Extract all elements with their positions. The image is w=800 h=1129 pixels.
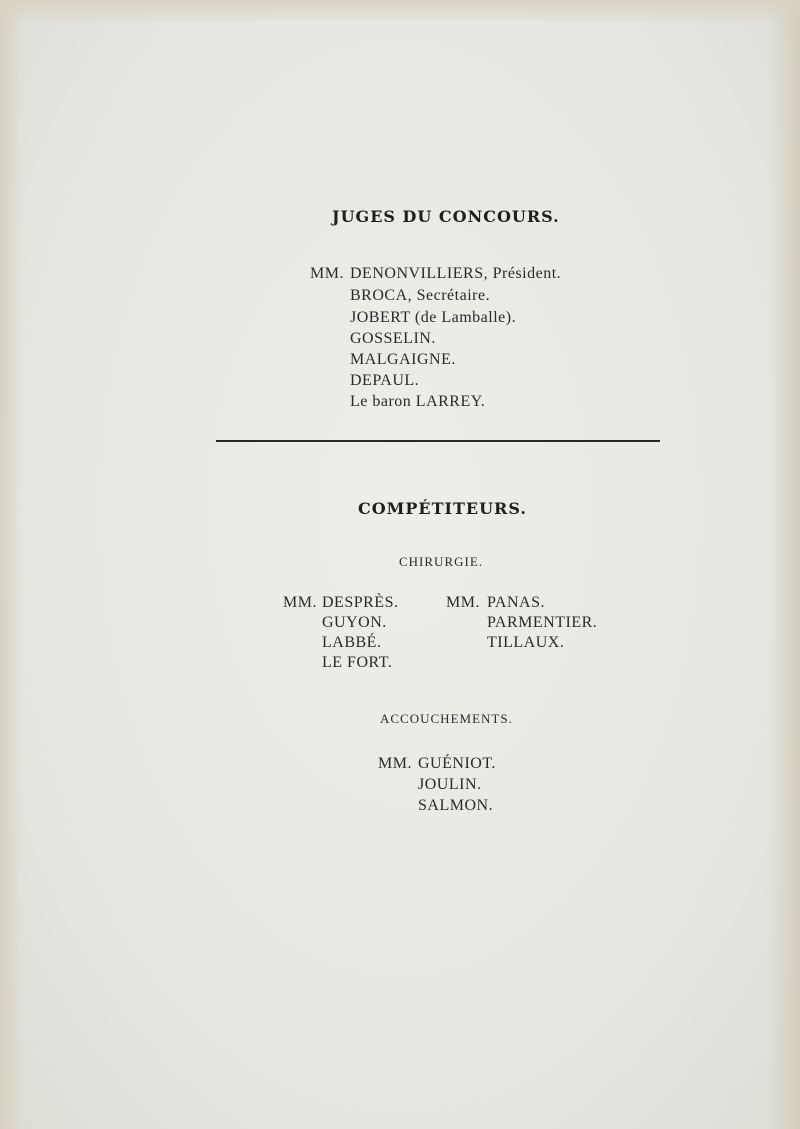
divider-rule (216, 440, 660, 442)
judge-line: DENONVILLIERS, Président. (350, 265, 562, 282)
judge-line: BROCA, Secrétaire. (350, 287, 491, 304)
competitor-name: LABBÉ. (322, 634, 382, 651)
judge-line: MALGAIGNE. (350, 351, 456, 368)
chirurgie-right-prefix: MM. (446, 594, 480, 611)
judges-heading: JUGES DU CONCOURS. (332, 207, 560, 226)
judge-line: JOBERT (de Lamballe). (350, 309, 517, 326)
competitor-name: PARMENTIER. (487, 614, 598, 631)
judge-line: GOSSELIN. (350, 330, 436, 347)
page-edge-right (770, 0, 800, 1129)
page-edge-left (0, 0, 22, 1129)
accouchements-label: ACCOUCHEMENTS. (380, 711, 513, 726)
page-edge-top (0, 0, 800, 24)
chirurgie-label: CHIRURGIE. (399, 554, 484, 569)
competitor-name: PANAS. (487, 594, 545, 611)
competitor-name: TILLAUX. (487, 634, 565, 651)
chirurgie-left-prefix: MM. (283, 594, 317, 611)
competitor-name: GUÉNIOT. (418, 755, 496, 772)
competitor-name: SALMON. (418, 797, 494, 814)
judges-prefix: MM. (310, 265, 344, 282)
judge-line: Le baron LARREY. (350, 393, 486, 410)
competitor-name: JOULIN. (418, 776, 482, 793)
judge-line: DEPAUL. (350, 372, 420, 389)
competitor-name: LE FORT. (322, 654, 393, 671)
competitor-name: GUYON. (322, 614, 387, 631)
competitors-heading: COMPÉTITEURS. (358, 499, 527, 518)
accouchements-prefix: MM. (378, 755, 412, 772)
competitor-name: DESPRÈS. (322, 594, 399, 611)
